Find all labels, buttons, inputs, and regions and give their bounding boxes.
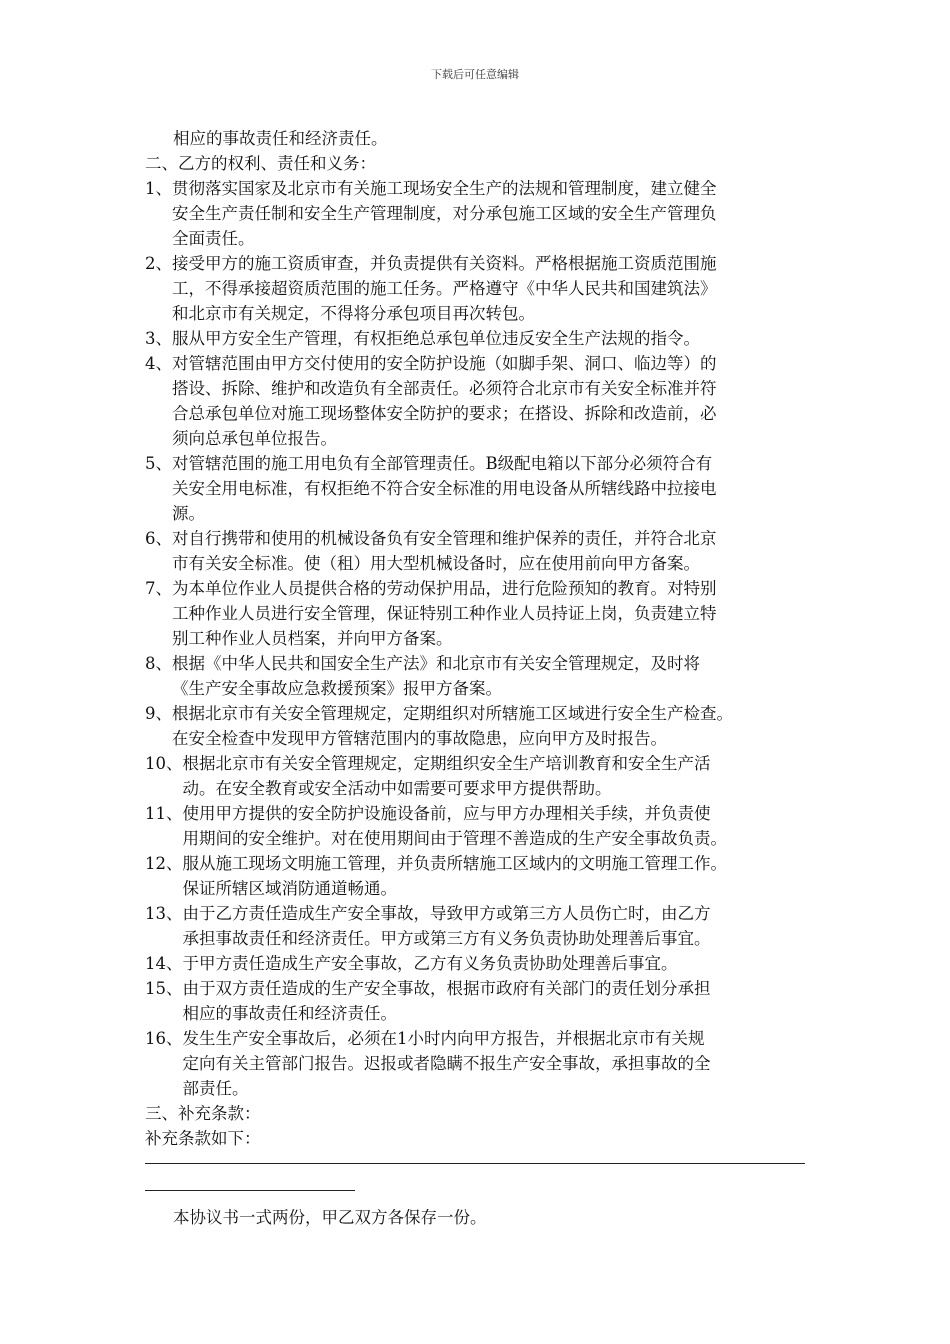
list-item (145, 651, 825, 701)
blank-line-long (145, 1163, 805, 1164)
item-text-line: 全面责任。 (172, 229, 255, 248)
item-text-line: 使用甲方提供的安全防护设施设备前，应与甲方办理相关手续，并负责使 (182, 804, 711, 823)
item-text-line: 对自行携带和使用的机械设备负有安全管理和维护保养的责任，并符合北京 (172, 529, 717, 548)
item-text (183, 801, 826, 851)
item-text-line: 关安全用电标准，有权拒绝不符合安全标准的用电设备从所辖线路中拉接电 (172, 479, 717, 498)
item-text-line: 承担事故责任和经济责任。甲方或第三方有义务负责协助处理善后事宜。 (182, 929, 711, 948)
item-number: 14、 (145, 954, 183, 973)
item-text (172, 701, 825, 751)
item-text-line: 于甲方责任造成生产安全事故，乙方有义务负责协助处理善后事宜。 (182, 954, 678, 973)
page-header: 下载后可任意编辑 (431, 68, 519, 81)
section-3-title: 三、补充条款： (145, 1104, 261, 1123)
item-text-line: 搭设、拆除、维护和改造负有全部责任。必须符合北京市有关安全标准并符 (172, 379, 717, 398)
list-item (145, 901, 825, 951)
list-item (145, 326, 825, 351)
list-item (145, 801, 825, 851)
item-number: 9、 (145, 704, 172, 723)
item-text-line: 《生产安全事故应急救援预案》报甲方备案。 (172, 679, 502, 698)
obligation-list (145, 176, 825, 1101)
item-text-line: 安全生产责任制和安全生产管理制度，对分承包施工区域的安全生产管理负 (172, 204, 717, 223)
document-body (145, 126, 825, 1230)
item-text-line: 保证所辖区域消防通道畅通。 (182, 879, 397, 898)
list-item (145, 1026, 825, 1101)
supplement-label: 补充条款如下： (145, 1129, 261, 1148)
item-text (172, 176, 825, 251)
intro-line: 相应的事故责任和经济责任。 (173, 129, 388, 148)
item-text (172, 451, 825, 526)
item-text-line: 服从施工现场文明施工管理，并负责所辖施工区域内的文明施工管理工作。 (182, 854, 727, 873)
section-2-title: 二、乙方的权利、责任和义务： (145, 154, 376, 173)
list-item (145, 976, 825, 1026)
list-item (145, 951, 825, 976)
item-text (183, 751, 826, 801)
item-text-line: 须向总承包单位报告。 (172, 429, 337, 448)
item-text-line: 接受甲方的施工资质审查，并负责提供有关资料。严格根据施工资质范围施 (172, 254, 717, 273)
item-number: 4、 (145, 354, 172, 373)
item-text-line: 根据北京市有关安全管理规定，定期组织安全生产培训教育和安全生产活 (182, 754, 711, 773)
item-text (172, 576, 825, 651)
item-text-line: 源。 (172, 504, 205, 523)
item-text (172, 251, 825, 326)
closing-statement: 本协议书一式两份，甲乙双方各保存一份。 (173, 1208, 487, 1227)
item-text (183, 901, 826, 951)
item-text-line: 工种作业人员进行安全管理，保证特别工种作业人员持证上岗，负责建立特 (172, 604, 717, 623)
item-text-line: 市有关安全标准。使（租）用大型机械设备时，应在使用前向甲方备案。 (172, 554, 700, 573)
item-number: 6、 (145, 529, 172, 548)
item-text (172, 651, 825, 701)
list-item (145, 351, 825, 451)
item-text (183, 1026, 826, 1101)
item-number: 16、 (145, 1029, 183, 1048)
item-text-line: 贯彻落实国家及北京市有关施工现场安全生产的法规和管理制度，建立健全 (172, 179, 717, 198)
item-text (183, 976, 826, 1026)
item-text-line: 在安全检查中发现甲方管辖范围内的事故隐患，应向甲方及时报告。 (172, 729, 667, 748)
item-number: 7、 (145, 579, 172, 598)
item-number: 3、 (145, 329, 172, 348)
item-text-line: 工，不得承接超资质范围的施工任务。严格遵守《中华人民共和国建筑法》 (172, 279, 717, 298)
item-text-line: 根据北京市有关安全管理规定，定期组织对所辖施工区域进行安全生产检查。 (172, 704, 733, 723)
item-text (183, 951, 826, 976)
item-text-line: 动。在安全教育或安全活动中如需要可要求甲方提供帮助。 (182, 779, 612, 798)
item-text-line: 对管辖范围由甲方交付使用的安全防护设施（如脚手架、洞口、临边等）的 (172, 354, 717, 373)
item-text (172, 526, 825, 576)
item-number: 11、 (145, 804, 183, 823)
item-number: 10、 (145, 754, 183, 773)
item-number: 15、 (145, 979, 183, 998)
item-number: 1、 (145, 179, 172, 198)
list-item (145, 751, 825, 801)
item-number: 2、 (145, 254, 172, 273)
list-item (145, 701, 825, 751)
item-text-line: 由于乙方责任造成生产安全事故，导致甲方或第三方人员伤亡时，由乙方 (182, 904, 711, 923)
item-text-line: 和北京市有关规定，不得将分承包项目再次转包。 (172, 304, 535, 323)
item-text-line: 发生生产安全事故后，必须在1小时内向甲方报告，并根据北京市有关规 (182, 1029, 705, 1048)
item-text (172, 326, 825, 351)
item-number: 12、 (145, 854, 183, 873)
list-item (145, 176, 825, 251)
list-item (145, 451, 825, 526)
item-text-line: 相应的事故责任和经济责任。 (182, 1004, 397, 1023)
item-text-line: 由于双方责任造成的生产安全事故，根据市政府有关部门的责任划分承担 (182, 979, 711, 998)
item-text (183, 851, 826, 901)
item-number: 13、 (145, 904, 183, 923)
item-text-line: 用期间的安全维护。对在使用期间由于管理不善造成的生产安全事故负责。 (182, 829, 727, 848)
item-text-line: 根据《中华人民共和国安全生产法》和北京市有关安全管理规定，及时将 (172, 654, 700, 673)
item-text-line: 别工种作业人员档案，并向甲方备案。 (172, 629, 453, 648)
list-item (145, 576, 825, 651)
list-item (145, 251, 825, 326)
list-item (145, 851, 825, 901)
item-text-line: 为本单位作业人员提供合格的劳动保护用品，进行危险预知的教育。对特别 (172, 579, 717, 598)
item-text-line: 合总承包单位对施工现场整体安全防护的要求；在搭设、拆除和改造前，必 (172, 404, 717, 423)
item-number: 5、 (145, 454, 172, 473)
item-number: 8、 (145, 654, 172, 673)
item-text (172, 351, 825, 451)
item-text-line: 定向有关主管部门报告。迟报或者隐瞒不报生产安全事故，承担事故的全 (182, 1054, 711, 1073)
list-item (145, 526, 825, 576)
item-text-line: 部责任。 (182, 1079, 249, 1098)
item-text-line: 对管辖范围的施工用电负有全部管理责任。B级配电箱以下部分必须符合有 (172, 454, 713, 473)
item-text-line: 服从甲方安全生产管理，有权拒绝总承包单位违反安全生产法规的指令。 (172, 329, 700, 348)
